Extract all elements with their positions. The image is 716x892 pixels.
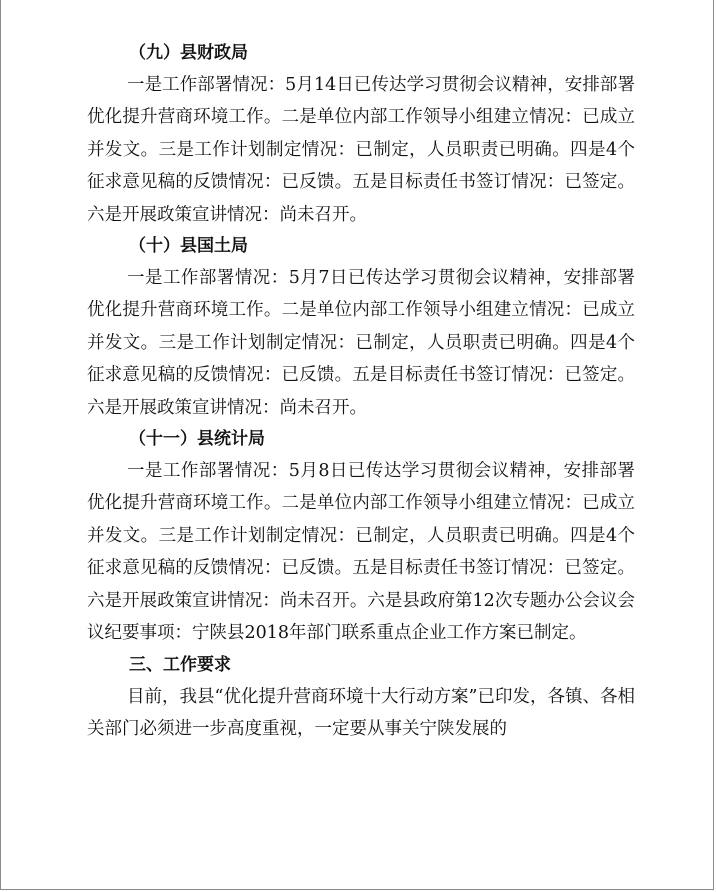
chapter-heading: 三、工作要求 — [129, 654, 231, 675]
section-heading: （十）县国土局 — [129, 236, 248, 257]
chapter-paragraph: 目前，我县“优化提升营商环境十大行动方案”已印发，各镇、各相关部门必须进一步高度重视，一定要从事关宁陕发展的 — [87, 686, 635, 739]
section-paragraph: 一是工作部署情况：5月14日已传达学习贯彻会议精神，安排部署优化提升营商环境工作。二是单位内部工作领导小组建立情况：已成立并发文。三是工作计划制定情况：已制定，人员职责已明确。四是4个征求意见稿的反馈情况：已反馈。五是目标责任书签订情况：已签定。六是开展政策宣讲情况：尚未召开。 — [87, 75, 635, 225]
section-work-requirements — [87, 650, 635, 746]
section-finance-bureau — [87, 38, 635, 231]
section-paragraph: 一是工作部署情况：5月7日已传达学习贯彻会议精神，安排部署优化提升营商环境工作。二是单位内部工作领导小组建立情况：已成立并发文。三是工作计划制定情况：已制定，人员职责已明确。四是4个征求意见稿的反馈情况：已反馈。五是目标责任书签订情况：已签定。六是开展政策宣讲情况：尚未召开。 — [87, 268, 635, 418]
section-paragraph: 一是工作部署情况：5月8日已传达学习贯彻会议精神，安排部署优化提升营商环境工作。二是单位内部工作领导小组建立情况：已成立并发文。三是工作计划制定情况：已制定，人员职责已明确。四是4个征求意见稿的反馈情况：已反馈。五是目标责任书签订情况：已签定。六是开展政策宣讲情况：尚未召开。六是县政府第12次专题办公会议会议纪要事项：宁陕县2018年部门联系重点企业工作方案已制定。 — [87, 461, 635, 644]
section-heading: （九）县财政局 — [129, 43, 248, 63]
section-land-bureau — [87, 231, 635, 424]
section-heading: （十一）县统计局 — [129, 429, 265, 450]
section-statistics-bureau — [87, 424, 635, 649]
document-content — [87, 38, 635, 745]
